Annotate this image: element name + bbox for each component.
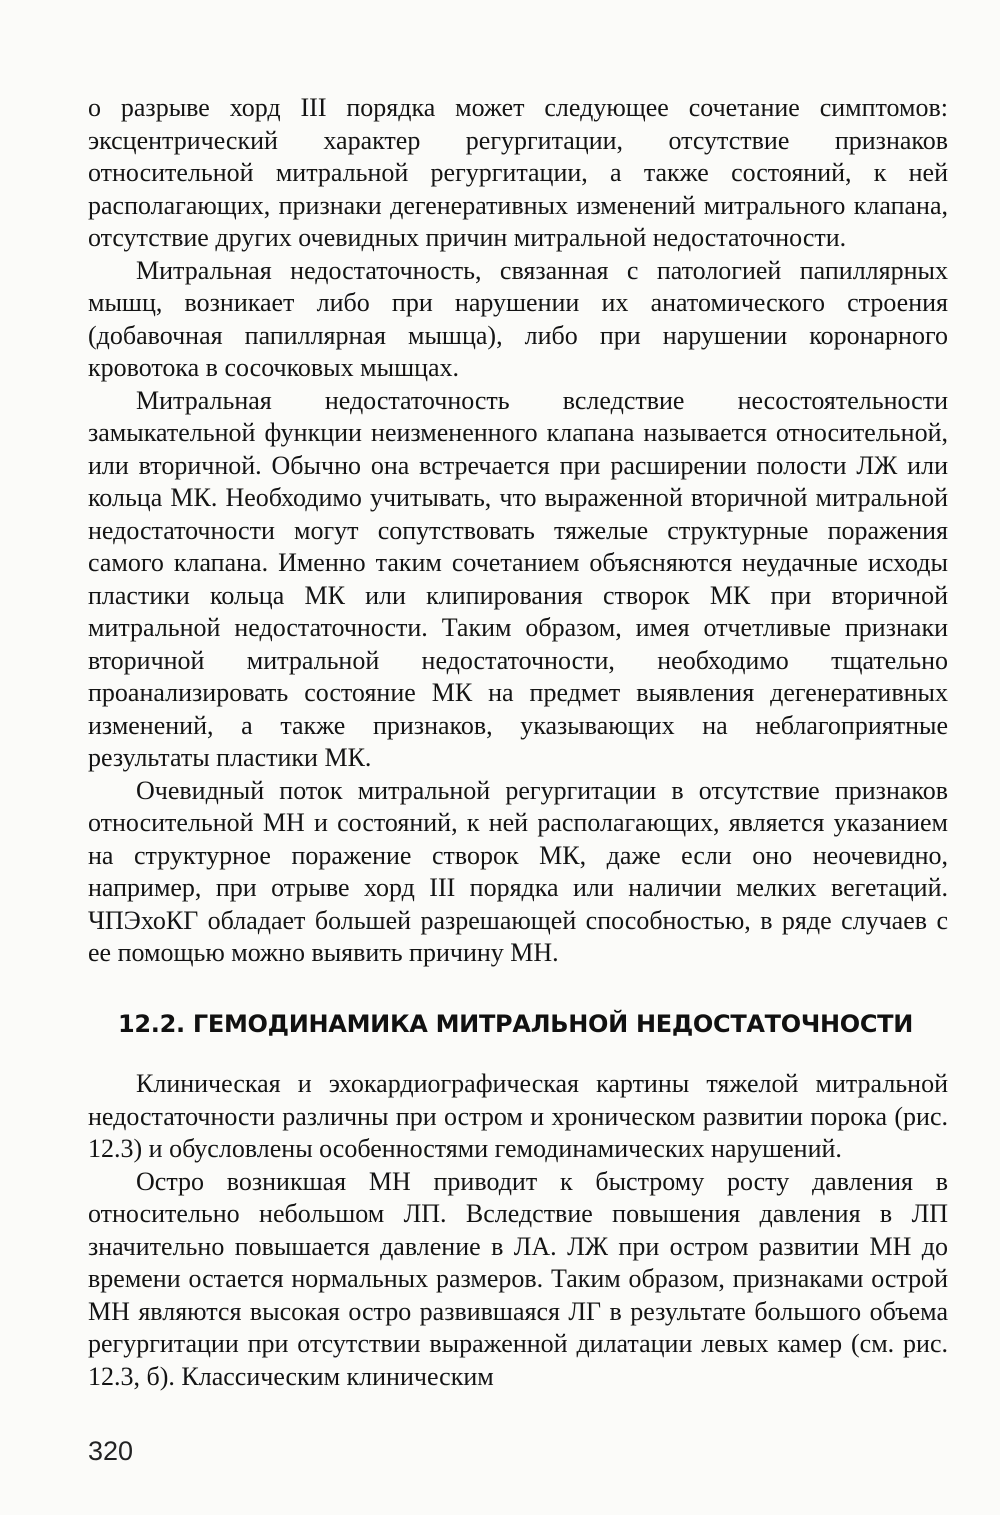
page-number: 320 <box>88 1436 134 1466</box>
paragraph: Остро возникшая МН приводит к быстрому росту давления в относительно небольшом ЛП. Вследствие повышения давления в ЛП значительно повышается давление в ЛА. ЛЖ при остром развитии МН до времени остается нормальных размеров. Таким образом, признаками острой МН являются высокая остро развившаяся ЛГ в результате большого объема регургитации при отсутствии выраженной дилатации левых камер (см. рис. 12.3, б). Классическим клиническим <box>88 1166 948 1391</box>
paragraph: Митральная недостаточность, связанная с патологией папиллярных мышц, возникает либо при нарушении их анатомического строения (добавочная папиллярная мышца), либо при нарушении коронарного кровотока в сосочковых мышцах. <box>88 255 948 382</box>
paragraph: Очевидный поток митральной регургитации в отсутствие признаков относительной МН и состояний, к ней располагающих, является указанием на структурное поражение створок МК, даже если оно неочевидно, например, при отрыве хорд III порядка или наличии мелких вегетаций. ЧПЭхоКГ обладает большей разрешающей способностью, в ряде случаев с ее помощью можно выявить причину МН. <box>88 775 948 967</box>
text-block-bottom <box>88 1068 948 1393</box>
paragraph: Митральная недостаточность вследствие несостоятельности замыкательной функции неизмененного клапана называется относительной, или вторичной. Обычно она встречается при расширении полости ЛЖ или кольца МК. Необходимо учитывать, что выраженной вторичной митральной недостаточности могут сопутствовать тяжелые структурные поражения самого клапана. Именно таким сочетанием объясняются неудачные исходы пластики кольца МК или клипирования створок МК при вторичной митральной недостаточности. Таким образом, имея отчетливые признаки вторичной митральной недостаточности, необходимо тщательно проанализировать состояние МК на предмет выявления дегенеративных изменений, а также признаков, указывающих на неблагоприятные результаты пластики МК. <box>88 385 948 772</box>
paragraph: Клиническая и эхокардиографическая картины тяжелой митральной недостаточности различны при остром и хроническом развитии порока (рис. 12.3) и обусловлены особенностями гемодинамических нарушений. <box>88 1069 948 1163</box>
paragraph: о разрыве хорд III порядка может следующее сочетание симптомов: эксцентрический характер регургитации, отсутствие признаков относительной митральной регургитации, а также состояний, к ней располагающих, признаки дегенеративных изменений митрального клапана, отсутствие других очевидных причин митральной недостаточности. <box>88 93 948 252</box>
text-block-top <box>88 92 948 970</box>
section-heading: 12.2. ГЕМОДИНАМИКА МИТРАЛЬНОЙ НЕДОСТАТОЧНОСТИ <box>118 1010 914 1038</box>
